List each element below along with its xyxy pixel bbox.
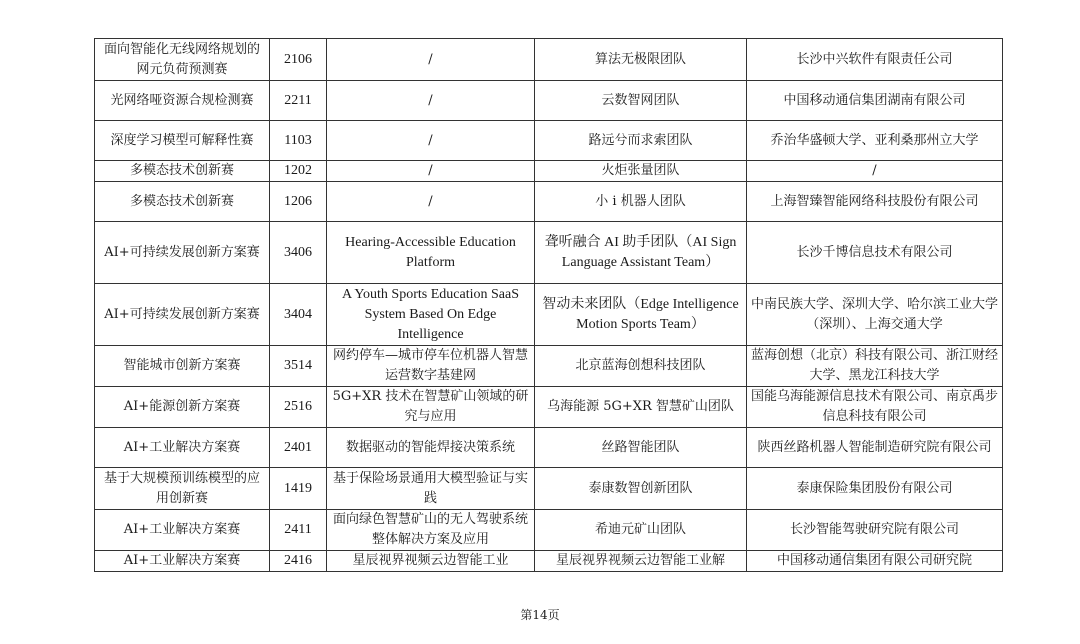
project-cell: 网约停车—城市停车位机器人智慧运营数字基建网 — [327, 346, 535, 387]
code-cell: 1103 — [270, 121, 327, 161]
team-cell: 希迪元矿山团队 — [535, 510, 747, 551]
competition-cell: AI+可持续发展创新方案赛 — [95, 284, 270, 346]
project-cell: / — [327, 161, 535, 182]
competition-cell: 多模态技术创新赛 — [95, 182, 270, 222]
awards-table — [94, 38, 1003, 572]
competition-cell: AI+工业解决方案赛 — [95, 551, 270, 572]
project-cell: 基于保险场景通用大模型验证与实践 — [327, 468, 535, 510]
table-row — [95, 387, 1003, 428]
code-cell: 2211 — [270, 81, 327, 121]
organization-cell: 中国移动通信集团湖南有限公司 — [747, 81, 1003, 121]
organization-cell: 泰康保险集团股份有限公司 — [747, 468, 1003, 510]
project-cell: A Youth Sports Education SaaS System Based On Edge Intelligence — [327, 284, 535, 346]
table-row — [95, 121, 1003, 161]
organization-cell: 长沙千博信息技术有限公司 — [747, 222, 1003, 284]
team-cell: 算法无极限团队 — [535, 39, 747, 81]
team-cell: 星辰视界视频云边智能工业解 — [535, 551, 747, 572]
code-cell: 2416 — [270, 551, 327, 572]
awards-table-body — [95, 39, 1003, 572]
team-cell: 火炬张量团队 — [535, 161, 747, 182]
organization-cell: 蓝海创想（北京）科技有限公司、浙江财经大学、黑龙江科技大学 — [747, 346, 1003, 387]
competition-cell: AI+工业解决方案赛 — [95, 428, 270, 468]
competition-cell: 面向智能化无线网络规划的网元负荷预测赛 — [95, 39, 270, 81]
competition-cell: 多模态技术创新赛 — [95, 161, 270, 182]
code-cell: 1419 — [270, 468, 327, 510]
team-cell: 云数智网团队 — [535, 81, 747, 121]
code-cell: 2516 — [270, 387, 327, 428]
competition-cell: 基于大规模预训练模型的应用创新赛 — [95, 468, 270, 510]
competition-cell: AI+工业解决方案赛 — [95, 510, 270, 551]
code-cell: 2106 — [270, 39, 327, 81]
organization-cell: 陕西丝路机器人智能制造研究院有限公司 — [747, 428, 1003, 468]
code-cell: 1202 — [270, 161, 327, 182]
table-row — [95, 284, 1003, 346]
organization-cell: 中国移动通信集团有限公司研究院 — [747, 551, 1003, 572]
code-cell: 3514 — [270, 346, 327, 387]
organization-cell: 乔治华盛顿大学、亚利桑那州立大学 — [747, 121, 1003, 161]
table-row — [95, 161, 1003, 182]
competition-cell: AI+能源创新方案赛 — [95, 387, 270, 428]
team-cell: 北京蓝海创想科技团队 — [535, 346, 747, 387]
table-row — [95, 81, 1003, 121]
project-cell: 5G+XR 技术在智慧矿山领域的研究与应用 — [327, 387, 535, 428]
project-cell: / — [327, 121, 535, 161]
organization-cell: 长沙智能驾驶研究院有限公司 — [747, 510, 1003, 551]
organization-cell: 中南民族大学、深圳大学、哈尔滨工业大学（深圳）、上海交通大学 — [747, 284, 1003, 346]
project-cell: / — [327, 81, 535, 121]
team-cell: 丝路智能团队 — [535, 428, 747, 468]
project-cell: 星辰视界视频云边智能工业 — [327, 551, 535, 572]
organization-cell: 长沙中兴软件有限责任公司 — [747, 39, 1003, 81]
team-cell: 乌海能源 5G+XR 智慧矿山团队 — [535, 387, 747, 428]
project-cell: Hearing-Accessible Education Platform — [327, 222, 535, 284]
competition-cell: 深度学习模型可解释性赛 — [95, 121, 270, 161]
code-cell: 1206 — [270, 182, 327, 222]
code-cell: 2401 — [270, 428, 327, 468]
code-cell: 3406 — [270, 222, 327, 284]
table-row — [95, 510, 1003, 551]
project-cell: / — [327, 39, 535, 81]
team-cell: 路远兮而求索团队 — [535, 121, 747, 161]
team-cell: 泰康数智创新团队 — [535, 468, 747, 510]
team-cell: 智动未来团队（Edge Intelligence Motion Sports Team） — [535, 284, 747, 346]
table-row — [95, 428, 1003, 468]
project-cell: 面向绿色智慧矿山的无人驾驶系统整体解决方案及应用 — [327, 510, 535, 551]
organization-cell: 国能乌海能源信息技术有限公司、南京禹步信息科技有限公司 — [747, 387, 1003, 428]
table-row — [95, 346, 1003, 387]
table-row — [95, 468, 1003, 510]
competition-cell: AI+可持续发展创新方案赛 — [95, 222, 270, 284]
table-row — [95, 182, 1003, 222]
project-cell: 数据驱动的智能焊接决策系统 — [327, 428, 535, 468]
competition-cell: 光网络哑资源合规检测赛 — [95, 81, 270, 121]
table-row — [95, 222, 1003, 284]
project-cell: / — [327, 182, 535, 222]
page-number: 第14页 — [520, 608, 560, 622]
table-row — [95, 39, 1003, 81]
code-cell: 3404 — [270, 284, 327, 346]
team-cell: 小 i 机器人团队 — [535, 182, 747, 222]
organization-cell: 上海智臻智能网络科技股份有限公司 — [747, 182, 1003, 222]
table-row — [95, 551, 1003, 572]
team-cell: 聋听融合 AI 助手团队（AI Sign Language Assistant Team） — [535, 222, 747, 284]
code-cell: 2411 — [270, 510, 327, 551]
organization-cell: / — [747, 161, 1003, 182]
competition-cell: 智能城市创新方案赛 — [95, 346, 270, 387]
